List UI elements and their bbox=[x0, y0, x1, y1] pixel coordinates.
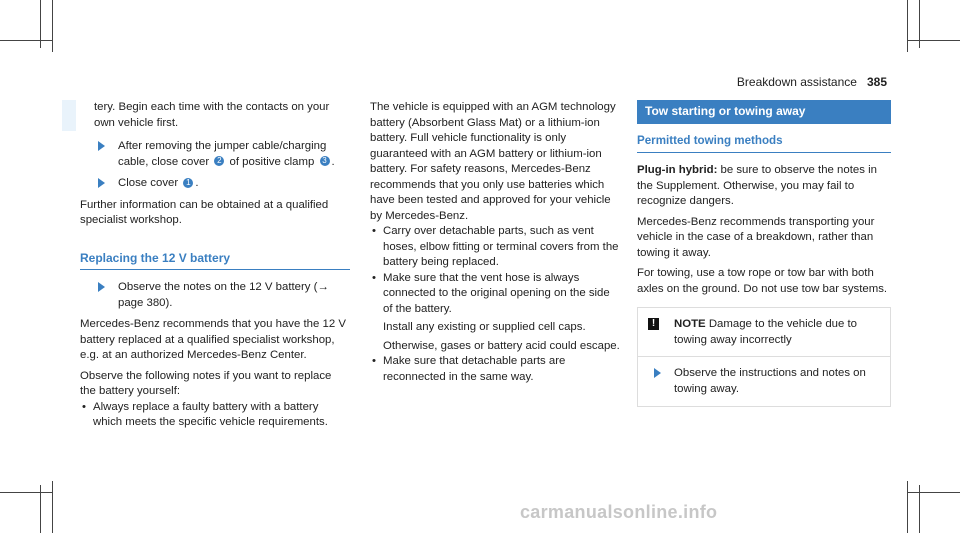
further-info: Further information can be obtained at a qualified specialist workshop. bbox=[80, 198, 329, 226]
callout-1: 1 bbox=[183, 178, 193, 188]
crop-mark bbox=[908, 40, 960, 41]
warning-icon: ! bbox=[648, 318, 659, 330]
paragraph: The vehicle is equipped with an AGM technology battery (Absorbent Glass Mat) or a lithium-ion battery. Full vehicle functionality is only guaranteed with an AGM battery or lithium-ion battery. For safety reasons, Mercedes-Benz recommends that you only use batteries which have been tested and approved for your vehicle by Mercedes-Benz. bbox=[370, 101, 616, 222]
header-title: Breakdown assistance bbox=[736, 75, 857, 89]
crop-mark bbox=[907, 0, 908, 52]
column-right bbox=[637, 100, 891, 407]
crop-mark bbox=[52, 481, 53, 533]
paragraph: Observe the following notes if you want to replace the battery yourself: bbox=[80, 369, 332, 397]
note-text: Damage to the vehicle due to towing away incorrectly bbox=[674, 318, 857, 346]
list-item: • Make sure that detachable parts are reconnected in the same way. bbox=[370, 354, 620, 385]
subsection-heading: Permitted towing methods bbox=[637, 124, 891, 154]
list-item: • Make sure that the vent hose is always connected to the original opening on the side of the battery. bbox=[370, 271, 620, 318]
watermark: carmanualsonline.info bbox=[520, 502, 718, 522]
note-label: NOTE bbox=[674, 318, 706, 330]
paragraph: For towing, use a tow rope or tow bar with both axles on the ground. Do not use tow bar systems. bbox=[637, 267, 888, 295]
list-item: • Always replace a faulty battery with a battery which meets the specific vehicle requirements. bbox=[80, 400, 350, 431]
list-item: • Carry over detachable parts, such as vent hoses, elbow fitting or terminal covers from the battery being replaced. bbox=[370, 224, 620, 271]
step-item: After removing the jumper cable/charging cable, close cover 2 of positive clamp 3 . bbox=[80, 139, 350, 170]
step-arrow-icon bbox=[98, 178, 105, 188]
section-band-heading: Tow starting or towing away bbox=[637, 100, 891, 124]
crop-mark bbox=[908, 492, 960, 493]
section-heading: Replacing the 12 V battery bbox=[80, 251, 350, 271]
list-subtext: Install any existing or supplied cell caps. bbox=[383, 321, 586, 333]
crop-mark bbox=[52, 0, 53, 52]
column-middle bbox=[370, 100, 620, 385]
step-arrow-icon bbox=[98, 141, 105, 151]
paragraph: Plug-in hybrid: be sure to observe the notes in the Supplement. Otherwise, you may fail to recognize dangers. bbox=[637, 164, 877, 207]
callout-3: 3 bbox=[320, 156, 330, 166]
paragraph: Mercedes-Benz recommends that you have the 12 V battery replaced at a qualified specialist workshop, e.g. at an authorized Mercedes-Benz Center. bbox=[80, 318, 346, 361]
note-box bbox=[637, 307, 891, 407]
crop-mark bbox=[0, 40, 52, 41]
step-arrow-icon bbox=[98, 282, 105, 292]
crop-mark bbox=[907, 481, 908, 533]
step-item: Close cover 1 . bbox=[80, 176, 350, 192]
column-left bbox=[80, 100, 350, 431]
paragraph: Mercedes-Benz recommends transporting your vehicle in the case of a breakdown, rather than towing it away. bbox=[637, 215, 875, 259]
crop-mark bbox=[0, 492, 52, 493]
note-step: Observe the instructions and notes on towing away. bbox=[674, 367, 866, 395]
list-subtext: Otherwise, gases or battery acid could escape. bbox=[383, 339, 620, 352]
page-number: 385 bbox=[866, 75, 887, 89]
step-arrow-icon bbox=[654, 368, 661, 378]
intro-text: tery. Begin each time with the contacts on your own vehicle first. bbox=[62, 100, 350, 131]
step-item bbox=[80, 280, 350, 311]
callout-2: 2 bbox=[214, 156, 224, 166]
page-reference-link[interactable]: Observe the notes on the 12 V battery (→ page 380). bbox=[118, 281, 329, 309]
page-header bbox=[737, 75, 887, 89]
